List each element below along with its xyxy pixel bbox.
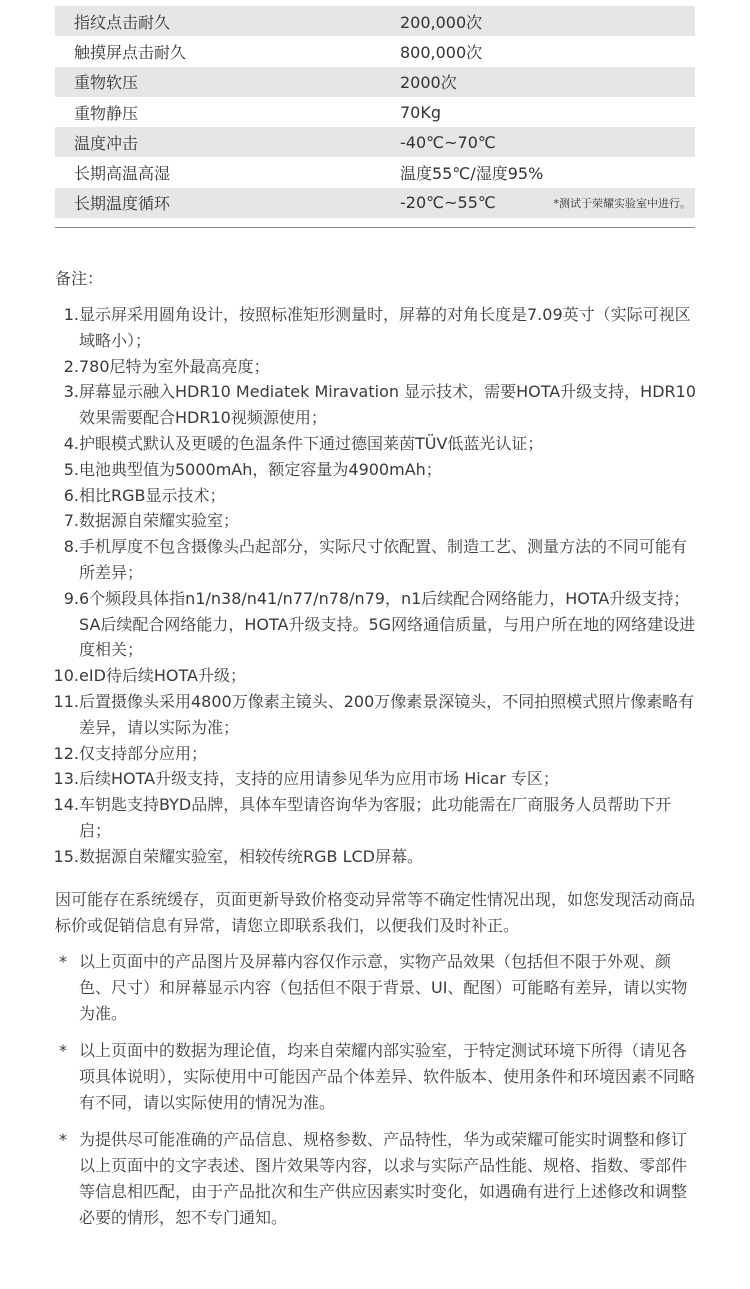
spec-row [55, 157, 695, 187]
note-text: 仅支持部分应用； [79, 743, 208, 763]
spec-value: 70Kg [400, 102, 442, 122]
note-text: 780尼特为室外最高亮度； [79, 356, 270, 376]
spec-value: -40℃~70℃ [400, 132, 496, 152]
note-number: 3. [63, 382, 79, 402]
list-item [50, 792, 700, 844]
disclaimer-list [55, 949, 700, 1242]
disclaimer-text: 以上页面中的数据为理论值，均来自荣耀内部实验室，于特定测试环境下所得（请见各项具体说明），实际使用中可能因产品个体差异、软件版本、使用条件和环境因素不同略有不同，请以实际使用的情况为准。 [79, 1041, 696, 1112]
list-item [50, 586, 700, 663]
spec-value: 800,000次 [400, 42, 483, 62]
note-text: 数据源自荣耀实验室，相较传统RGB LCD屏幕。 [79, 846, 423, 866]
spec-row [55, 127, 695, 157]
note-number: 11. [53, 691, 79, 711]
disclaimer-text: 为提供尽可能准确的产品信息、规格参数、产品特性，华为或荣耀可能实时调整和修订以上页面中的文字表述、图片效果等内容，以求与实际产品性能、规格、指数、零部件等信息相匹配，由于产品批次和生产供应因素实时变化，如遇确有进行上述修改和调整必要的情形，恕不专门通知。 [79, 1130, 688, 1227]
list-item [50, 741, 700, 767]
note-text: 后置摄像头采用4800万像素主镜头、200万像素景深镜头，不同拍照模式照片像素略有差异，请以实际为准； [79, 691, 695, 737]
disclaimer-text: 以上页面中的产品图片及屏幕内容仅作示意，实物产品效果（包括但不限于外观、颜色、尺寸）和屏幕显示内容（包括但不限于背景、UI、配图）可能略有差异，请以实物为准。 [79, 952, 688, 1023]
spec-table [55, 6, 695, 218]
spec-label: 重物软压 [74, 73, 139, 93]
spec-label: 长期温度循环 [74, 194, 171, 214]
asterisk-mark: * [59, 1041, 67, 1060]
spec-row [55, 6, 695, 36]
list-item [50, 689, 700, 741]
note-number: 12. [53, 743, 79, 763]
note-number: 9. [63, 588, 79, 608]
note-text: eID待后续HOTA升级； [79, 666, 246, 686]
spec-row [55, 36, 695, 66]
list-item [50, 302, 700, 354]
spec-footnote: *测试于荣耀实验室中进行。 [553, 196, 691, 210]
section-divider [55, 227, 695, 228]
list-item [50, 534, 700, 586]
list-item [50, 508, 700, 534]
spec-label: 温度冲击 [74, 133, 139, 153]
note-text: 护眼模式默认及更暖的色温条件下通过德国莱茵TÜV低蓝光认证； [79, 433, 544, 453]
list-item [50, 483, 700, 509]
list-item [50, 457, 700, 483]
list-item [50, 844, 700, 870]
spec-value: 200,000次 [400, 12, 483, 32]
note-number: 10. [53, 666, 79, 686]
note-number: 4. [63, 433, 79, 453]
note-text: 电池典型值为5000mAh，额定容量为4900mAh； [79, 459, 442, 479]
note-text: 屏幕显示融入HDR10 Mediatek Miravation 显示技术，需要HOTA升级支持，HDR10效果需要配合HDR10视频源使用； [79, 382, 697, 428]
note-text: 车钥匙支持BYD品牌，具体车型请咨询华为客服；此功能需在厂商服务人员帮助下开启； [79, 795, 672, 840]
note-number: 7. [63, 511, 79, 531]
list-item [50, 663, 700, 689]
note-number: 5. [63, 459, 79, 479]
note-text: 相比RGB显示技术； [79, 485, 226, 505]
spec-label: 指纹点击耐久 [74, 12, 171, 32]
spec-value: -20℃~55℃ [400, 193, 496, 213]
note-text: 6个频段具体指n1/n38/n41/n77/n78/n79，n1后续配合网络能力，HOTA升级支持；SA后续配合网络能力，HOTA升级支持。5G网络通信质量，与用户所在地的网络建设进度相关； [79, 588, 696, 660]
spec-value: 温度55℃/湿度95% [400, 164, 544, 184]
list-item [55, 1038, 700, 1116]
spec-row [55, 188, 695, 218]
asterisk-mark: * [59, 952, 67, 971]
note-number: 1. [63, 305, 79, 324]
asterisk-mark: * [59, 1130, 67, 1149]
list-item [50, 766, 700, 792]
note-number: 2. [63, 356, 79, 376]
notes-list [50, 302, 700, 870]
spec-row [55, 97, 695, 127]
note-number: 6. [63, 485, 79, 505]
note-number: 14. [53, 795, 79, 815]
spec-label: 长期高温高湿 [74, 164, 171, 184]
note-number: 15. [53, 846, 79, 866]
note-text: 手机厚度不包含摄像头凸起部分，实际尺寸依配置、制造工艺、测量方法的不同可能有所差异； [79, 537, 688, 582]
list-item [55, 949, 700, 1027]
spec-label: 触摸屏点击耐久 [74, 42, 187, 62]
note-text: 数据源自荣耀实验室； [79, 511, 240, 531]
list-item [55, 1127, 700, 1231]
note-text: 后续HOTA升级支持，支持的应用请参见华为应用市场 Hicar 专区； [79, 769, 559, 789]
spec-row [55, 67, 695, 97]
spec-value: 2000次 [400, 73, 457, 93]
spec-label: 重物静压 [74, 103, 139, 123]
list-item [50, 354, 700, 380]
note-number: 8. [63, 537, 79, 557]
list-item [50, 379, 700, 431]
note-number: 13. [53, 769, 79, 789]
notes-title: 备注： [55, 269, 104, 288]
note-text: 显示屏采用圆角设计，按照标准矩形测量时，屏幕的对角长度是7.09英寸（实际可视区域略小）； [79, 305, 691, 350]
price-disclaimer: 因可能存在系统缓存，页面更新导致价格变动异常等不确定性情况出现，如您发现活动商品标价或促销信息有异常，请您立即联系我们，以便我们及时补正。 [55, 890, 696, 935]
list-item [50, 431, 700, 457]
